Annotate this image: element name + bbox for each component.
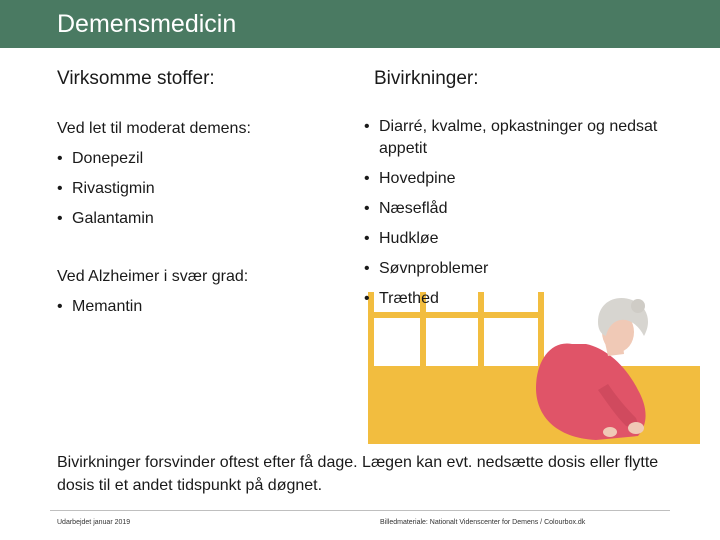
mild-moderate-list — [57, 148, 155, 238]
list-item: • Næseflåd — [364, 198, 664, 220]
list-item: • Galantamin — [57, 208, 155, 238]
title-bar — [0, 0, 720, 48]
footer-date: Udarbejdet januar 2019 — [57, 519, 131, 526]
mild-moderate-label: Ved let til moderat demens: — [57, 120, 251, 137]
list-item: • Hovedpine — [364, 168, 664, 190]
active-substances-heading: Virksomme stoffer: — [57, 68, 215, 89]
list-item: • Donepezil — [57, 148, 155, 178]
list-item: • Diarré, kvalme, opkastninger og nedsat appetit — [364, 116, 664, 160]
severe-alzheimer-list — [57, 296, 142, 326]
severe-alzheimer-label: Ved Alzheimer i svær grad: — [57, 268, 249, 285]
side-effects-list — [364, 116, 664, 318]
footer-divider — [50, 510, 670, 511]
footer-credit: Billedmateriale: Nationalt Videnscenter for Demens / Colourbox.dk — [380, 519, 586, 526]
list-item: • Træthed — [364, 288, 664, 310]
page-title: Demensmedicin — [57, 10, 237, 38]
side-effects-heading: Bivirkninger: — [374, 68, 479, 89]
list-item: • Hudkløe — [364, 228, 664, 250]
list-item: • Rivastigmin — [57, 178, 155, 208]
list-item: • Søvnproblemer — [364, 258, 664, 280]
list-item: • Memantin — [57, 296, 142, 326]
side-effects-note: Bivirkninger forsvinder oftest efter få dage. Lægen kan evt. nedsætte dosis eller flytte dosis til et andet tidspunkt på døgnet. — [57, 454, 659, 494]
